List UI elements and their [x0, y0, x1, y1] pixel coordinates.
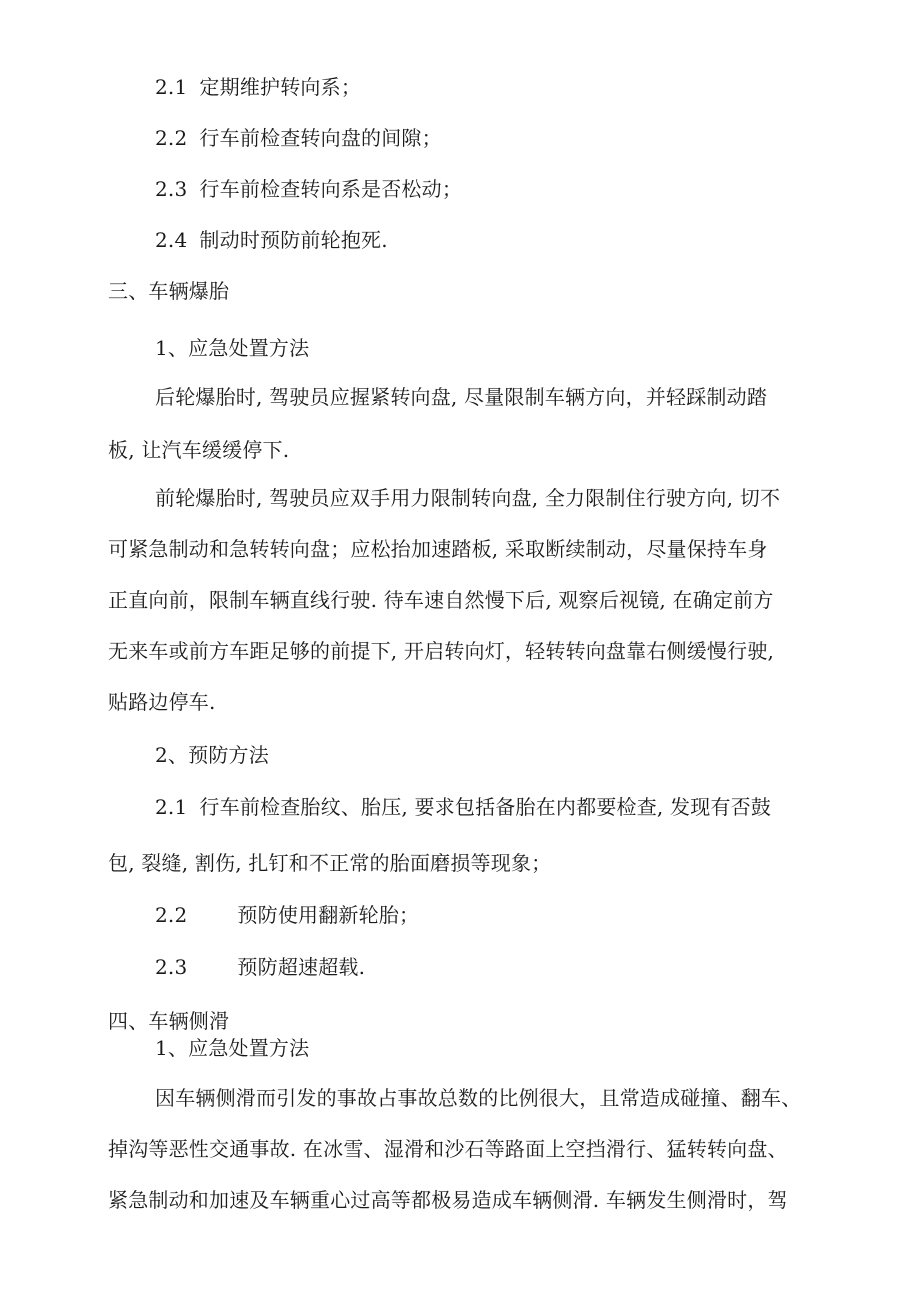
- paragraph-line: 包, 裂缝, 割伤, 扎钉和不正常的胎面磨损等现象；: [108, 851, 552, 875]
- item-number: 2.4: [155, 228, 188, 252]
- item-text: 行车前检查胎纹、胎压, 要求包括备胎在内都要检查, 发现有否鼓: [199, 795, 772, 819]
- list-item-2-2: [155, 125, 442, 151]
- item-number: 2.2: [155, 903, 188, 927]
- item-text: 行车前检查转向系是否松动；: [199, 177, 463, 201]
- paragraph-line: 掉沟等恶性交通事故. 在冰雪、湿滑和沙石等路面上空挡滑行、猛转转向盘、: [108, 1137, 788, 1161]
- paragraph-line: 紧急制动和加速及车辆重心过高等都极易造成车辆侧滑. 车辆发生侧滑时，驾: [108, 1188, 788, 1212]
- paragraph-line: 前轮爆胎时, 驾驶员应双手用力限制转向盘, 全力限制住行驶方向, 切不: [155, 486, 781, 510]
- list-item-3-2-3: [155, 954, 365, 980]
- paragraph-line: 可紧急制动和急转转向盘；应松抬加速踏板, 采取断续制动，尽量保持车身: [108, 537, 768, 561]
- item-number: 2.2: [155, 126, 188, 150]
- paragraph-line: 后轮爆胎时, 驾驶员应握紧转向盘, 尽量限制车辆方向，并轻踩制动踏: [155, 385, 768, 409]
- list-item-3-2-2: [155, 902, 419, 928]
- list-item-2-3: [155, 176, 462, 202]
- subheading-emergency-4: 1、应急处置方法: [155, 1036, 310, 1060]
- item-text: 预防超速超载.: [237, 955, 366, 979]
- section-heading-3: 三、车辆爆胎: [108, 279, 230, 303]
- item-number: 2.1: [155, 795, 188, 819]
- list-item-2-4: [155, 227, 388, 253]
- paragraph-line: 无来车或前方车距足够的前提下, 开启转向灯，轻转转向盘靠右侧缓慢行驶,: [108, 639, 775, 663]
- list-item-3-2-1: [155, 794, 771, 820]
- item-text: 定期维护转向系；: [199, 75, 362, 99]
- item-text: 预防使用翻新轮胎；: [237, 903, 420, 927]
- item-text: 行车前检查转向盘的间隙；: [199, 126, 442, 150]
- subheading-prevention-3: 2、预防方法: [155, 743, 269, 767]
- item-number: 2.3: [155, 177, 188, 201]
- paragraph-line: 正直向前，限制车辆直线行驶. 待车速自然慢下后, 观察后视镜, 在确定前方: [108, 588, 774, 612]
- list-item-2-1: [155, 74, 361, 100]
- subheading-emergency-3: 1、应急处置方法: [155, 336, 310, 360]
- paragraph-line: 板, 让汽车缓缓停下.: [108, 438, 290, 462]
- item-text: 制动时预防前轮抱死.: [199, 228, 388, 252]
- paragraph-line: 贴路边停车.: [108, 690, 216, 714]
- section-heading-4: 四、车辆侧滑: [108, 1009, 230, 1033]
- paragraph-line: 因车辆侧滑而引发的事故占事故总数的比例很大，且常造成碰撞、翻车、: [155, 1086, 802, 1110]
- item-number: 2.1: [155, 75, 188, 99]
- item-number: 2.3: [155, 955, 188, 979]
